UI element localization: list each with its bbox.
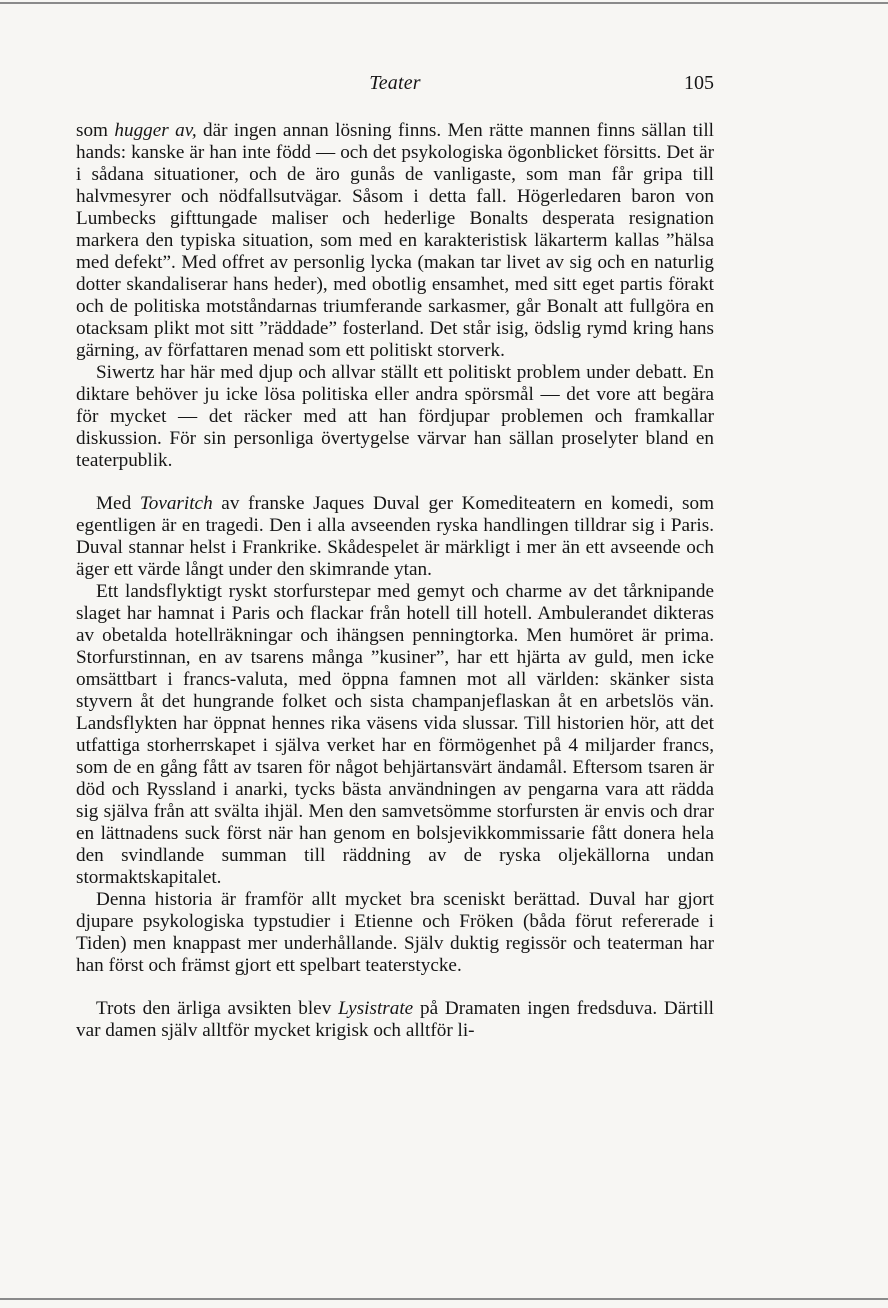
text-segment: av franske Jaques Duval ger Komediteatern en komedi, som egentligen är en tragedi. Den i alla avseenden ryska handlingen tilldrar sig i Paris. Duval stannar helst i Frankrike. Skådespelet är märkligt i mer än ett avseende och äger ett värde långt under den skimrande ytan. (76, 493, 715, 580)
paragraph-tovaritch (76, 493, 714, 581)
top-border (0, 2, 888, 4)
running-title: Teater (369, 72, 421, 94)
running-head (76, 72, 714, 102)
bottom-border (0, 1298, 888, 1300)
text-segment: Trots den ärliga avsikten blev (96, 998, 339, 1019)
book-page (76, 72, 714, 1042)
text-segment: där ingen annan lösning finns. Men rätte mannen finns sällan till hands: kanske är han inte född — och det psykologiska ögonblicket försitts. Det är i sådana situationer, och de äro gunås de vanligaste, som man får gripa till halvmesyrer och nödfallsutvägar. Såsom i detta fall. Högerledaren baron von Lumbecks gifttungade maliser och hederlige Bonalts desperata resignation markera den typiska situation, som med en karakteristisk läkarterm kallas ”hälsa med defekt”. Med offret av personlig lycka (makan tar livet av sig och en naturlig dotter skandaliserar hans heder), med obotlig ensamhet, med sitt eget partis förakt och de politiska motståndarnas triumferande sarkasmer, går Bonalt att fullgöra en otacksam plikt mot sitt ”räddade” fosterland. Det står isig, ödslig rymd kring hans gärning, av författaren menad som ett politiskt storverk. (76, 120, 714, 361)
paragraph-siwertz (76, 362, 714, 472)
text-segment: Denna historia är framför allt mycket bra sceniskt berättad. Duval har gjort djupare psykologiska typstudier i Etienne och Fröken (båda förut refererade i Tiden) men knappast mer underhållande. Själv duktig regissör och teaterman har han först och främst gjort ett spelbart teaterstycke. (76, 889, 714, 976)
text-segment-italic: hugger av, (114, 120, 197, 141)
text-segment: som (76, 120, 115, 141)
text-segment: Ett landsflyktigt ryskt storfurstepar med gemyt och charme av det tårknipande slaget har hamnat i Paris och flackar från hotell till hotell. Ambulerandet dikteras av obetalda hotellräkningar och ihängsen penningtorka. Men humöret är prima. Storfurstinnan, en av tsarens många ”kusiner”, har ett hjärta av guld, men icke omsättbart i francs-valuta, med öppna famnen mot all världen: skänker sista styvern åt det hungrande folket och sista champanjeflaskan åt en arbetslös vän. Landsflykten har öppnat hennes rika väsens vida slussar. Till historien hör, att det utfattiga storherrskapet i själva verket har en förmögenhet på 4 miljarder francs, som de en gång fått av tsaren för något behjärtansvärt ändamål. Eftersom tsaren är död och Ryssland i anarki, tycks bästa användningen av pengarna vara att rädda sig själva från att svälta ihjäl. Men den samvetsömme storfursten är envis och drar en lättnadens suck först när han genom en bolsjevikkommissarie fått donera hela den svindlande summan till räddning av de ryska oljekällorna undan stormaktskapitalet. (76, 581, 714, 888)
paragraph-storfurstepar (76, 581, 714, 889)
play-title: Lysistrate (338, 998, 414, 1019)
page-number: 105 (684, 72, 714, 94)
text-segment: på Dramaten ingen fredsduva. Därtill var damen själv alltför mycket krigisk och alltför li- (76, 998, 715, 1041)
text-segment: Siwertz har här med djup och allvar ställt ett politiskt problem under debatt. En diktare behöver ju icke lösa politiska eller andra spörsmål — det vore att begära för mycket — det räcker med att han fördjupar problemen och framkallar diskussion. För sin personliga övertygelse värvar han sällan proselyter bland en teaterpublik. (76, 362, 714, 471)
paragraph-historia (76, 889, 714, 977)
paragraph-lysistrate (76, 998, 714, 1042)
article-body (76, 120, 714, 1042)
paragraph-continuation (76, 120, 714, 362)
play-title: Tovaritch (139, 493, 213, 514)
text-segment: Med (96, 493, 140, 514)
